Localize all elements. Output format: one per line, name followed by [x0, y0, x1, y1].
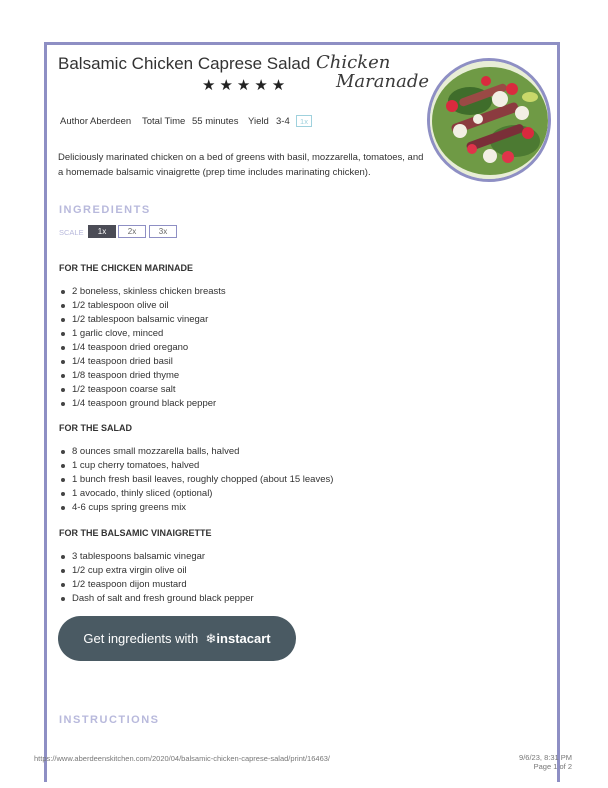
footer-url: https://www.aberdeenskitchen.com/2020/04/balsamic-chicken-caprese-salad/print/16463/ — [34, 754, 330, 763]
footer-datetime: 9/6/23, 8:31 PM — [519, 753, 572, 762]
list-item: Dash of salt and fresh ground black pepper — [59, 592, 254, 606]
instacart-brand: instacart — [216, 631, 271, 646]
list-item: 1/2 tablespoon olive oil — [59, 299, 226, 313]
list-item: 4-6 cups spring greens mix — [59, 501, 333, 515]
footer-page-number: Page 1 of 2 — [533, 762, 572, 771]
list-item: 1 avocado, thinly sliced (optional) — [59, 487, 333, 501]
list-item: 1/2 cup extra virgin olive oil — [59, 564, 254, 578]
scale-1x-button[interactable]: 1x — [88, 225, 116, 238]
list-item: 1/4 teaspoon dried basil — [59, 355, 226, 369]
ingredient-list-marinade — [59, 285, 226, 411]
list-item: 1/2 teaspoon coarse salt — [59, 383, 226, 397]
list-item: 1 garlic clove, minced — [59, 327, 226, 341]
instacart-label: Get ingredients with — [83, 631, 199, 646]
servings-value: 3-4 — [276, 116, 290, 127]
list-item: 3 tablespoons balsamic vinegar — [59, 550, 254, 564]
list-item: 1 bunch fresh basil leaves, roughly chopped (about 15 leaves) — [59, 473, 333, 487]
list-item: 1/4 teaspoon ground black pepper — [59, 397, 226, 411]
group-title-balsamic-vinaigrette: FOR THE BALSAMIC VINAIGRETTE — [59, 528, 212, 538]
total-time-value: 55 minutes — [192, 116, 239, 127]
instacart-carrot-icon: ❄ — [201, 631, 217, 646]
scale-2x-button[interactable]: 2x — [118, 225, 146, 238]
recipe-description: Deliciously marinated chicken on a bed of greens with basil, mozzarella, tomatoes, and a homemade balsamic vinaigrette (prep time includes marinating chicken). — [58, 152, 424, 178]
group-title-salad: FOR THE SALAD — [59, 423, 132, 433]
ingredients-heading: INGREDIENTS — [59, 204, 151, 216]
list-item: 1 cup cherry tomatoes, halved — [59, 459, 333, 473]
author-value: Aberdeen — [90, 116, 132, 127]
scale-label: SCALE — [59, 228, 84, 237]
recipe-title: Balsamic Chicken Caprese Salad — [58, 54, 311, 73]
list-item: 1/8 teaspoon dried thyme — [59, 369, 226, 383]
recipe-photo — [427, 58, 551, 182]
handwritten-note-line2: Maranade — [336, 71, 429, 92]
rating-stars[interactable]: ★★★★★ — [202, 77, 290, 94]
servings-scale-button[interactable]: 1x — [296, 115, 312, 127]
ingredient-list-salad — [59, 445, 333, 515]
list-item: 1/2 teaspoon dijon mustard — [59, 578, 254, 592]
list-item: 8 ounces small mozzarella balls, halved — [59, 445, 333, 459]
instacart-button[interactable] — [58, 616, 296, 661]
list-item: 1/4 teaspoon dried oregano — [59, 341, 226, 355]
total-time-label: Total Time — [142, 116, 186, 127]
scale-3x-button[interactable]: 3x — [149, 225, 177, 238]
group-title-chicken-marinade: FOR THE CHICKEN MARINADE — [59, 263, 193, 273]
ingredient-list-vinaigrette — [59, 550, 254, 606]
servings-label: Yield — [248, 116, 269, 127]
footer-date — [519, 753, 572, 771]
handwritten-note-line1: Chicken — [316, 52, 391, 73]
list-item: 1/2 tablespoon balsamic vinegar — [59, 313, 226, 327]
instructions-heading: INSTRUCTIONS — [59, 714, 160, 726]
list-item: 2 boneless, skinless chicken breasts — [59, 285, 226, 299]
salad-image — [430, 61, 548, 179]
author-label: Author — [60, 116, 88, 127]
